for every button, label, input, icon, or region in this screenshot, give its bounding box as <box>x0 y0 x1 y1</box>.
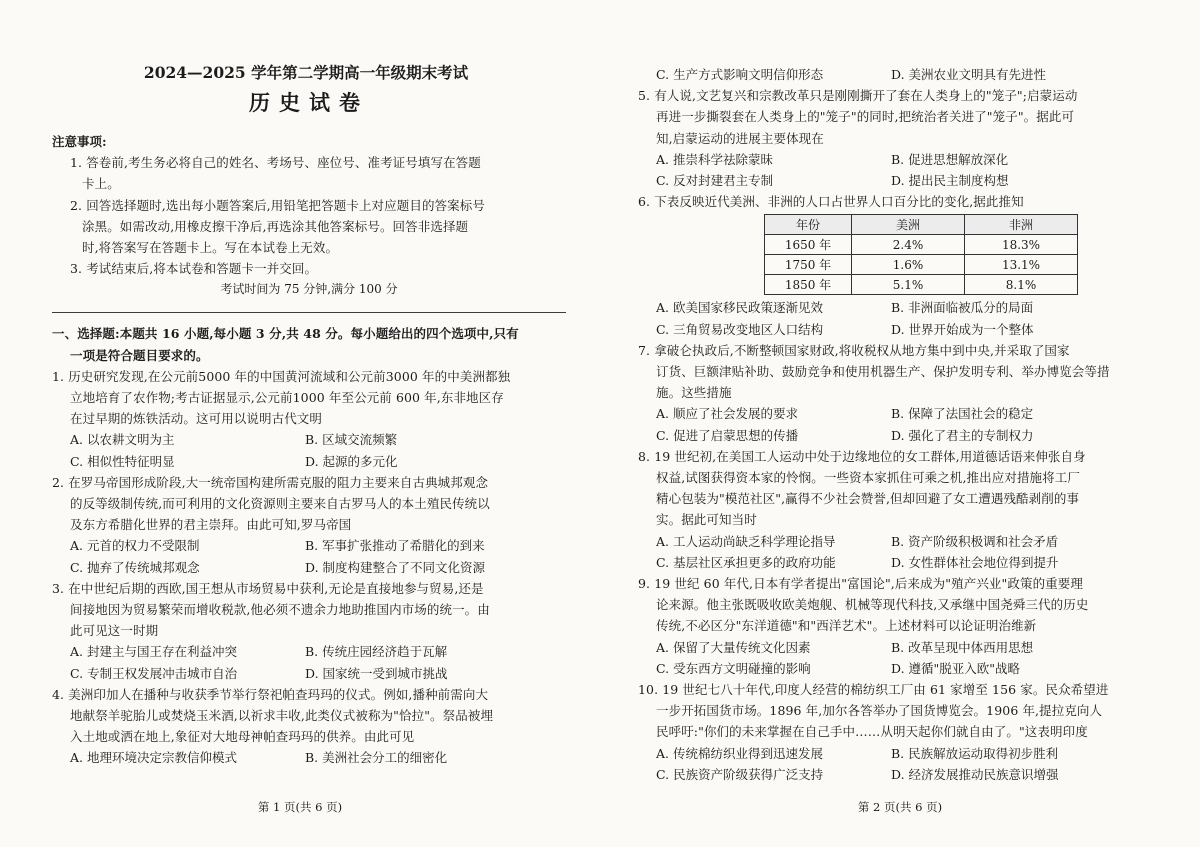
option-c: C. 促进了启蒙思想的传播 <box>656 427 799 443</box>
option-c: C. 生产方式影响文明信仰形态 <box>656 67 824 82</box>
table-header: 年份 <box>765 215 852 235</box>
option-b: B. 军事扩张推动了希腊化的到来 <box>305 538 485 554</box>
option-row <box>638 637 1170 658</box>
note-line: 3. 考试结束后,将本试卷和答题卡一并交回。 <box>70 261 318 277</box>
table-cell: 1750 年 <box>765 255 852 275</box>
question-text: 间接地因为贸易繁荣而增收税款,他必须不遗余力地助推国内市场的统一。由 <box>70 602 490 618</box>
option-a: A. 顺应了社会发展的要求 <box>656 406 798 422</box>
table-row <box>765 275 1078 295</box>
question-7 <box>638 340 1170 446</box>
question-text: 此可见这一时期 <box>70 623 159 639</box>
right-page <box>600 0 1200 847</box>
question-text: 7. 拿破仑执政后,不断整顿国家财政,将收税权从地方集中到中央,并采取了国家 <box>638 342 1070 358</box>
option-c: C. 专制王权发展冲击城市自治 <box>70 665 238 681</box>
option-b: B. 美洲社会分工的细密化 <box>305 750 448 766</box>
option-d: D. 起源的多元化 <box>305 453 398 469</box>
section-heading <box>52 323 566 365</box>
option-row <box>638 743 1170 764</box>
question-4 <box>52 684 566 769</box>
question-text: 精心包装为"模范社区",赢得不少社会赞誉,但却回避了女工遭遇残酷剥削的事 <box>656 491 1080 507</box>
notes-heading: 注意事项: <box>52 134 107 149</box>
question-text: 8. 19 世纪初,在美国工人运动中处于边缘地位的女工群体,用道德话语来伸张自身 <box>638 448 1086 464</box>
option-d: D. 强化了君主的专制权力 <box>891 427 1034 443</box>
section-divider <box>52 312 566 313</box>
question-text: 的反等级制传统,而可利用的文化资源则主要来自古罗马人的本土殖民传统以 <box>70 496 490 512</box>
option-a: A. 欧美国家移民政策逐渐见效 <box>656 300 823 316</box>
option-a: A. 元首的权力不受限制 <box>70 538 200 554</box>
option-a: A. 保留了大量传统文化因素 <box>656 639 811 655</box>
question-text: 论来源。他主张既吸收欧美炮舰、机械等现代科技,又承继中国尧舜三代的历史 <box>656 597 1089 613</box>
question-text: 地献祭羊驼胎儿或焚烧玉米酒,以祈求丰收,此类仪式被称为"恰拉"。祭品被埋 <box>70 708 494 724</box>
option-b: B. 民族解放运动取得初步胜利 <box>891 745 1059 761</box>
option-row <box>638 552 1170 573</box>
table-cell: 13.1% <box>965 255 1078 275</box>
question-8 <box>638 446 1170 573</box>
question-6 <box>638 191 1170 340</box>
option-row <box>638 64 1170 85</box>
question-9 <box>638 573 1170 679</box>
table-cell: 5.1% <box>852 275 965 295</box>
question-text: 1. 历史研究发现,在公元前5000 年的中国黄河流域和公元前3000 年的中美洲都独 <box>52 368 511 384</box>
question-5 <box>638 85 1170 191</box>
question-text: 订货、巨额津贴补助、鼓励竞争和使用机器生产、保护发明专利、举办博览会等措 <box>656 364 1110 380</box>
option-b: B. 非洲面临被瓜分的局面 <box>891 300 1034 316</box>
note-line: 涂黑。如需改动,用橡皮擦干净后,再选涂其他答案标号。回答非选择题 <box>82 218 469 234</box>
option-row <box>52 451 566 472</box>
question-text: 再进一步撕裂套在人类身上的"笼子"的同时,把统治者关进了"笼子"。据此可 <box>656 109 1075 125</box>
option-b: B. 保障了法国社会的稳定 <box>891 406 1034 422</box>
option-row <box>52 747 566 768</box>
question-text: 5. 有人说,文艺复兴和宗教改革只是刚刚撕开了套在人类身上的"笼子";启蒙运动 <box>638 88 1078 104</box>
option-a: A. 以农耕文明为主 <box>70 432 175 448</box>
question-text: 6. 下表反映近代美洲、非洲的人口占世界人口百分比的变化,据此推知 <box>638 194 1024 210</box>
question-1 <box>52 366 566 472</box>
table-header: 美洲 <box>852 215 965 235</box>
option-row <box>638 764 1170 785</box>
section-heading-line: 一项是符合题目要求的。 <box>70 347 209 363</box>
question-text: 3. 在中世纪后期的西欧,国王想从市场贸易中获利,无论是直接地参与贸易,还是 <box>52 580 484 596</box>
option-b: B. 促进思想解放深化 <box>891 151 1009 167</box>
option-a: A. 推崇科学祛除蒙昧 <box>656 151 773 167</box>
question-text: 9. 19 世纪 60 年代,日本有学者提出"富国论",后来成为"殖产兴业"政策的重要理 <box>638 576 1083 592</box>
note-line: 1. 答卷前,考生务必将自己的姓名、考场号、座位号、准考证号填写在答题 <box>70 155 481 171</box>
option-b: B. 传统庄园经济趋于瓦解 <box>305 644 448 660</box>
option-b: B. 区域交流频繁 <box>305 432 398 448</box>
question-text: 传统,不必区分"东洋道德"和"西洋艺术"。上述材料可以论证明治维新 <box>656 618 1037 634</box>
option-row <box>638 170 1170 191</box>
option-d: D. 经济发展推动民族意识增强 <box>891 766 1059 782</box>
question-text: 2. 在罗马帝国形成阶段,大一统帝国构建所需克服的阻力主要来自古典城邦观念 <box>52 474 489 490</box>
question-text: 一步开拓国货市场。1896 年,加尔各答举办了国货博览会。1906 年,提拉克向人 <box>656 703 1103 719</box>
table-cell: 2.4% <box>852 235 965 255</box>
question-text: 4. 美洲印加人在播种与收获季节举行祭祀帕查玛玛的仪式。例如,播种前需向大 <box>52 686 489 702</box>
option-b: B. 资产阶级积极调和社会矛盾 <box>891 533 1059 549</box>
question-text: 入土地或洒在地上,象征对大地母神帕查玛玛的供养。由此可见 <box>70 729 415 745</box>
option-d: D. 女性群体社会地位得到提升 <box>891 554 1059 570</box>
option-row <box>638 658 1170 679</box>
table-cell: 1650 年 <box>765 235 852 255</box>
table-cell: 1850 年 <box>765 275 852 295</box>
option-row <box>638 297 1170 318</box>
option-c: C. 反对封建君主专制 <box>656 173 774 189</box>
option-d: D. 世界开始成为一个整体 <box>891 321 1034 337</box>
table-cell: 18.3% <box>965 235 1078 255</box>
option-c: C. 基层社区承担更多的政府功能 <box>656 554 836 570</box>
note-line: 时,将答案写在答题卡上。写在本试卷上无效。 <box>82 240 339 256</box>
option-row <box>638 403 1170 424</box>
question-text: 知,启蒙运动的进展主要体现在 <box>656 130 824 146</box>
option-row <box>52 535 566 556</box>
table-row <box>765 255 1078 275</box>
option-b: B. 改革呈现中体西用思想 <box>891 639 1034 655</box>
note-line: 2. 回答选择题时,选出每小题答案后,用铅笔把答题卡上对应题目的答案标号 <box>70 197 485 213</box>
option-row <box>638 319 1170 340</box>
option-c: C. 抛弃了传统城邦观念 <box>70 559 200 575</box>
option-row <box>52 663 566 684</box>
exam-title: 2024—2025 学年第二学期高一年级期末考试 <box>143 63 469 82</box>
notes-list <box>52 152 566 279</box>
page-footer: 第 2 页(共 6 页) <box>857 800 943 814</box>
question-2 <box>52 472 566 578</box>
question-text: 权益,试图获得资本家的怜悯。一些资本家抓住可乘之机,推出应对措施将工厂 <box>656 470 1080 486</box>
table-header: 非洲 <box>965 215 1078 235</box>
question-text: 及东方希腊化世界的君主崇拜。由此可知,罗马帝国 <box>70 517 352 533</box>
question-3 <box>52 578 566 684</box>
option-a: A. 地理环境决定宗教信仰模式 <box>70 750 237 766</box>
option-a: A. 工人运动尚缺乏科学理论指导 <box>656 533 836 549</box>
option-d: D. 国家统一受到城市挑战 <box>305 665 448 681</box>
question-text: 施。这些措施 <box>656 385 732 401</box>
option-a: A. 传统棉纺织业得到迅速发展 <box>656 745 823 761</box>
question-10 <box>638 679 1170 785</box>
question-text: 实。据此可知当时 <box>656 512 757 528</box>
option-d: D. 美洲农业文明具有先进性 <box>891 67 1047 82</box>
question-text: 在过早期的炼铁活动。这可用以说明古代文明 <box>70 411 323 427</box>
option-row <box>638 425 1170 446</box>
option-d: D. 遵循"脱亚入欧"战略 <box>891 660 1021 676</box>
option-row <box>52 429 566 450</box>
option-c: C. 受东西方文明碰撞的影响 <box>656 660 811 676</box>
question-text: 立地培育了农作物;考古证据显示,公元前1000 年至公元前 600 年,东非地区存 <box>70 390 504 406</box>
option-c: C. 三角贸易改变地区人口结构 <box>656 321 824 337</box>
option-row <box>52 641 566 662</box>
question-text: 民呼吁:"你们的未来掌握在自己手中……从明天起你们就自由了。"这表明印度 <box>656 724 1088 740</box>
page-footer: 第 1 页(共 6 页) <box>257 800 343 814</box>
table-cell: 1.6% <box>852 255 965 275</box>
option-d: D. 制度构建整合了不同文化资源 <box>305 559 486 575</box>
option-a: A. 封建主与国王存在利益冲突 <box>70 644 237 660</box>
population-table <box>764 214 1078 295</box>
option-c: C. 民族资产阶级获得广泛支持 <box>656 766 824 782</box>
table-cell: 8.1% <box>965 275 1078 295</box>
note-line: 卡上。 <box>82 176 120 192</box>
table-row <box>765 235 1078 255</box>
table-header-row <box>765 215 1078 235</box>
section-heading-line: 一、选择题:本题共 16 小题,每小题 3 分,共 48 分。每小题给出的四个选项中,只有 <box>52 326 519 342</box>
option-d: D. 提出民主制度构想 <box>891 173 1009 189</box>
option-row <box>52 557 566 578</box>
subject-title: 历史试卷 <box>249 90 369 115</box>
option-row <box>638 531 1170 552</box>
option-row <box>638 149 1170 170</box>
time-note: 考试时间为 75 分钟,满分 100 分 <box>220 282 398 297</box>
option-c: C. 相似性特征明显 <box>70 453 175 469</box>
question-text: 10. 19 世纪七八十年代,印度人经营的棉纺织工厂由 61 家增至 156 家。民众希望进 <box>638 682 1109 698</box>
